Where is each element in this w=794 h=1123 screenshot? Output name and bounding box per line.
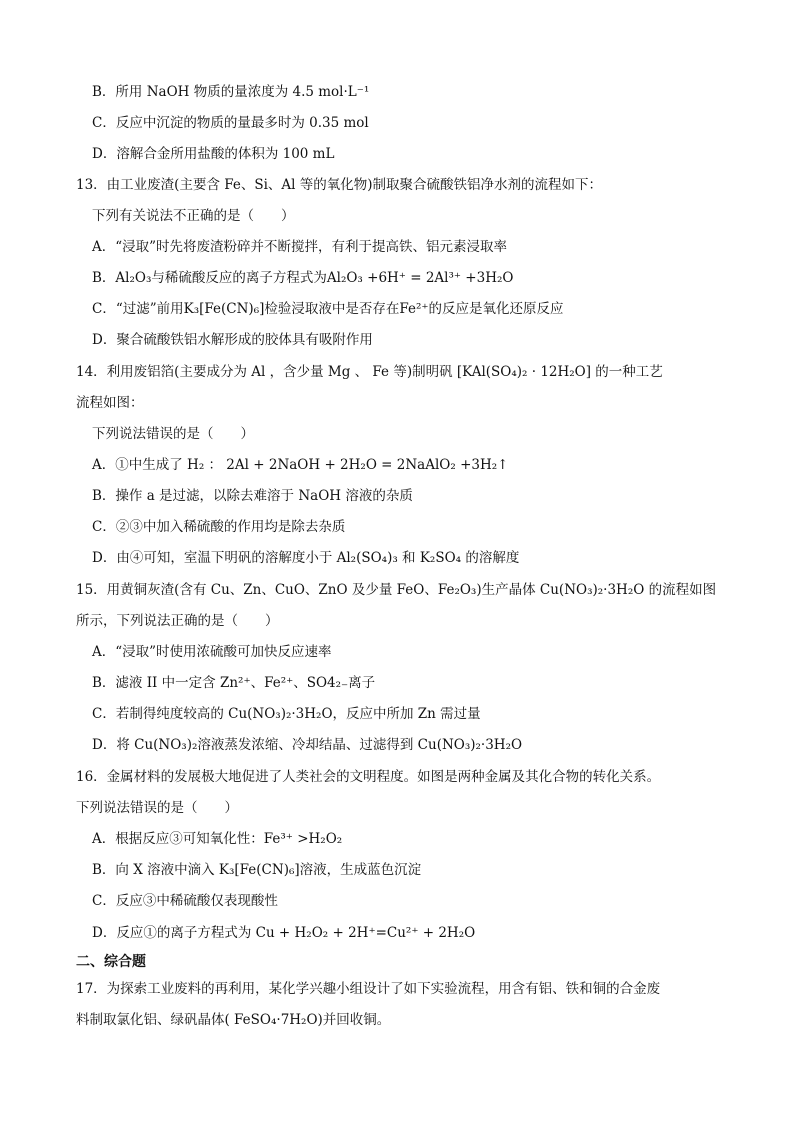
q14-stem-line2: 流程如图： (76, 395, 144, 411)
q15-option-a: A．“浸取”时使用浓硫酸可加快反应速率 (92, 644, 332, 660)
q15-option-b: B．滤液 II 中一定含 Zn²⁺、Fe²⁺、SO4₂₋离子 (92, 675, 376, 691)
q16-option-b: B．向 X 溶液中滴入 K₃[Fe(CN)₆]溶液，生成蓝色沉淀 (92, 862, 422, 878)
q14-option-b: B．操作 a 是过滤，以除去难溶于 NaOH 溶液的杂质 (92, 488, 413, 504)
q17-stem-line2: 料制取氯化铝、绿矾晶体( FeSO₄·7H₂O)并回收铜。 (76, 1012, 391, 1028)
q16-option-d: D．反应①的离子方程式为 Cu + H₂O₂ + 2H⁺=Cu²⁺ + 2H₂O (92, 925, 476, 941)
q16-option-c: C．反应③中稀硫酸仅表现酸性 (92, 893, 278, 909)
q15-option-d: D．将 Cu(NO₃)₂溶液蒸发浓缩、冷却结晶、过滤得到 Cu(NO₃)₂·3H₂O (92, 737, 523, 753)
q13-option-d: D．聚合硫酸铁铝水解形成的胶体具有吸附作用 (92, 332, 373, 348)
q13-option-b: B．Al₂O₃与稀硫酸反应的离子方程式为Al₂O₃ +6H⁺ = 2Al³⁺ +3H₂O (92, 270, 514, 286)
q13-prompt: 下列有关说法不正确的是（ ） (92, 208, 295, 224)
q12-option-b: B．所用 NaOH 物质的量浓度为 4.5 mol·L⁻¹ (92, 84, 370, 100)
q16-stem-line1: 16．金属材料的发展极大地促进了人类社会的文明程度。如图是两种金属及其化合物的转化关系。 (76, 769, 661, 785)
q13-option-c: C．“过滤”前用K₃[Fe(CN)₆]检验浸取液中是否存在Fe²⁺的反应是氧化还原反应 (92, 301, 564, 317)
q12-option-d: D．溶解合金所用盐酸的体积为 100 mL (92, 146, 335, 162)
q12-option-c: C．反应中沉淀的物质的量最多时为 0.35 mol (92, 115, 369, 131)
q14-option-a: A．①中生成了 H₂ ： 2Al + 2NaOH + 2H₂O = 2NaAlO₂ +3H₂↑ (92, 457, 509, 473)
q14-option-c: C．②③中加入稀硫酸的作用均是除去杂质 (92, 519, 346, 535)
q14-prompt: 下列说法错误的是（ ） (92, 426, 254, 442)
q14-option-d: D．由④可知，室温下明矾的溶解度小于 Al₂(SO₄)₃ 和 K₂SO₄ 的溶解度 (92, 550, 520, 566)
section-heading: 二、综合题 (76, 954, 146, 970)
q17-stem-line1: 17．为探索工业废料的再利用，某化学兴趣小组设计了如下实验流程，用含有铝、铁和铜的合金废 (76, 981, 661, 997)
q13-stem: 13．由工业废渣(主要含 Fe、Si、Al 等的氧化物)制取聚合硫酸铁铝净水剂的流程如下： (76, 177, 603, 193)
q16-stem-line2: 下列说法错误的是（ ） (76, 800, 238, 816)
q15-stem-line2: 所示，下列说法正确的是（ ） (76, 613, 279, 629)
q14-stem-line1: 14．利用废铝箔(主要成分为 Al ，含少量 Mg 、 Fe 等)制明矾 [KAl(SO₄)₂ · 12H₂O] 的一种工艺 (76, 364, 663, 380)
q15-stem-line1: 15．用黄铜灰渣(含有 Cu、Zn、CuO、ZnO 及少量 FeO、Fe₂O₃)生产晶体 Cu(NO₃)₂·3H₂O 的流程如图 (76, 582, 717, 598)
q16-option-a: A．根据反应③可知氧化性：Fe³⁺ >H₂O₂ (92, 831, 343, 847)
q13-option-a: A．“浸取”时先将废渣粉碎并不断搅拌，有利于提高铁、铝元素浸取率 (92, 239, 508, 255)
q15-option-c: C．若制得纯度较高的 Cu(NO₃)₂·3H₂O，反应中所加 Zn 需过量 (92, 706, 481, 722)
